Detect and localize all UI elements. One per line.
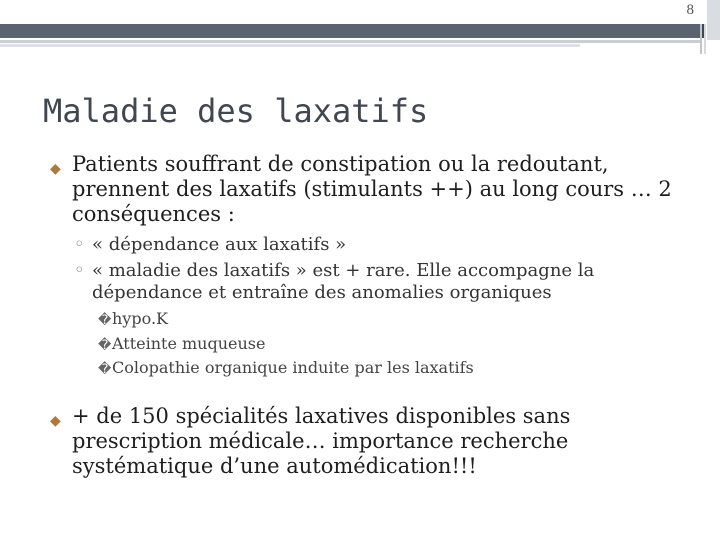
sub-sub-bullet-3-marker-icon: � <box>98 362 112 377</box>
header-bar <box>0 24 700 38</box>
header-rule-secondary <box>0 44 580 47</box>
sub-sub-bullet-2 <box>98 334 265 355</box>
sub-sub-bullet-1 <box>98 309 168 330</box>
bullet-1-marker-icon: ◆ <box>50 161 61 177</box>
sub-bullet-1 <box>74 234 674 256</box>
header-rule <box>0 40 700 43</box>
header-vertical-line-secondary <box>704 24 706 54</box>
sub-bullet-2 <box>74 260 674 304</box>
header-vertical-line <box>700 24 702 54</box>
sub-bullet-2-marker-icon: ◦ <box>74 260 85 281</box>
header-side-panel <box>707 0 720 40</box>
sub-bullet-1-marker-icon: ◦ <box>74 234 85 255</box>
sub-bullet-2-text: « maladie des laxatifs » est + rare. Elle accompagne la dépendance et entraîne des anomalies organiques <box>92 260 595 303</box>
sub-sub-bullet-1-marker-icon: � <box>98 313 112 328</box>
slide-title: Maladie des laxatifs <box>43 92 429 130</box>
bullet-2 <box>50 404 650 479</box>
sub-sub-bullet-2-text: Atteinte muqueuse <box>112 334 266 353</box>
bullet-2-marker-icon: ◆ <box>50 413 61 429</box>
page-number: 8 <box>686 2 694 18</box>
sub-sub-bullet-1-text: hypo.K <box>112 309 168 328</box>
bullet-1-text: Patients souffrant de constipation ou la redoutant, prennent des laxatifs (stimulants ++) au long cours … 2 conséquences : <box>72 152 672 226</box>
sub-sub-bullet-2-marker-icon: � <box>98 338 112 353</box>
bullet-2-text: + de 150 spécialités laxatives disponibles sans prescription médicale… importance recherche systématique d’une automédication!!! <box>72 404 571 478</box>
sub-sub-bullet-3-text: Colopathie organique induite par les laxatifs <box>112 358 474 377</box>
sub-bullet-1-text: « dépendance aux laxatifs » <box>92 234 347 255</box>
sub-sub-bullet-3 <box>98 358 474 379</box>
bullet-1 <box>50 152 690 227</box>
